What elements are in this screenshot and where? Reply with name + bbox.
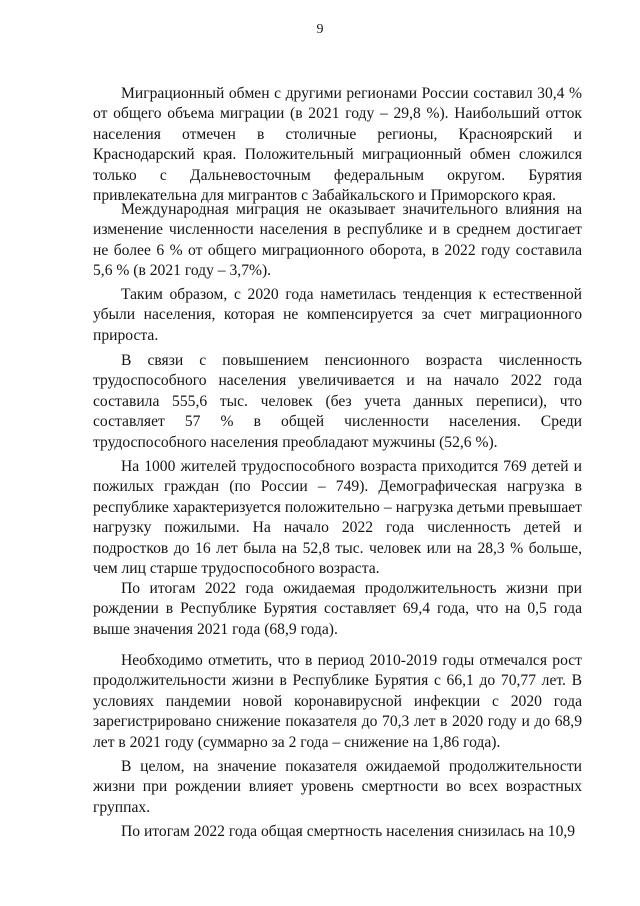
- paragraph-life-expectancy-2022: По итогам 2022 года ожидаемая продолжительность жизни при рождении в Республике Бурятия составляет 69,4 года, что на 0,5 года выше значения 2021 года (68,9 года).: [93, 580, 582, 638]
- paragraph-mortality-influence: В целом, на значение показателя ожидаемой продолжительности жизни при рождении влияет уровень смертности во всех возрастных группах.: [93, 758, 582, 816]
- paragraph-interregional-migration: Миграционный обмен с другими регионами России составил 30,4 % от общего объема миграции (в 2021 году – 29,8 %). Наибольший отток населения отмечен в столичные регионы, Красноярский и Краснодарский края. Положительный миграционный обмен сложился только с Дальневосточным федеральным округом. Бурятия привлекательна для мигрантов с Забайкальского и Приморского края.: [93, 85, 582, 205]
- paragraph-working-age-population: В связи с повышением пенсионного возраста численность трудоспособного населения увеличивается и на начало 2022 года составила 555,6 тыс. человек (без учета данных переписи), что составляет 57 % в общей численности населения. Среди трудоспособного населения преобладают мужчины (52,6 %).: [93, 352, 582, 451]
- paragraph-demographic-load: На 1000 жителей трудоспособного возраста приходится 769 детей и пожилых граждан (по России – 749). Демографическая нагрузка в республике характеризуется положительно – нагрузка детьми превышает нагрузку пожилыми. На начало 2022 года численность детей и подростков до 16 лет была на 52,8 тыс. человек или на 28,3 % больше, чем лиц старше трудоспособного возраста.: [93, 458, 582, 578]
- paragraph-mortality-2022: По итогам 2022 года общая смертность населения снизилась на 10,9: [121, 823, 576, 840]
- page-number: 9: [316, 22, 324, 37]
- paragraph-international-migration: Международная миграция не оказывает значительного влияния на изменение численности населения в республике и в среднем достигает не более 6 % от общего миграционного оборота, в 2022 году составила 5,6 % (в 2021 году – 3,7%).: [93, 201, 582, 280]
- paragraph-natural-decline: Таким образом, с 2020 года наметилась тенденция к естественной убыли населения, которая не компенсируется за счет миграционного прироста.: [93, 286, 582, 344]
- paragraph-life-expectancy-trend: Необходимо отметить, что в период 2010-2019 годы отмечался рост продолжительности жизни в Республике Бурятия с 66,1 до 70,77 лет. В условиях пандемии новой коронавирусной инфекции с 2020 года зарегистрировано снижение показателя до 70,3 лет в 2020 году и до 68,9 лет в 2021 году (суммарно за 2 года – снижение на 1,86 года).: [93, 652, 582, 751]
